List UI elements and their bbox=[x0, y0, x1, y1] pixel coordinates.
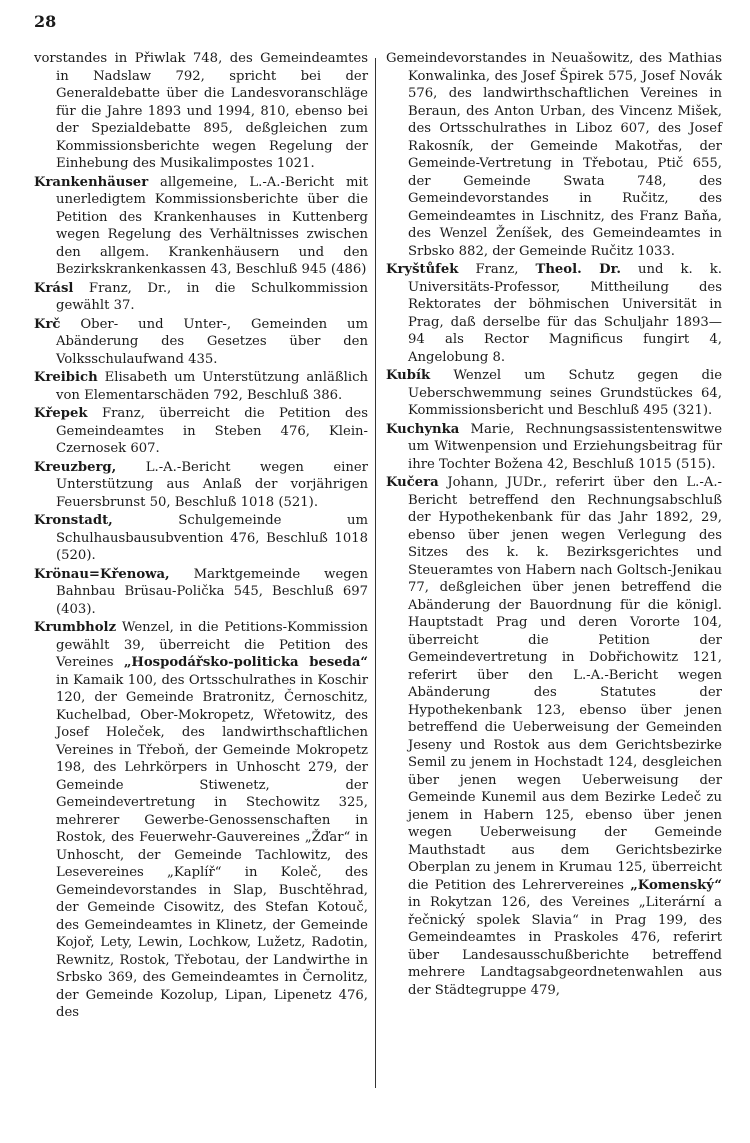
entry-text: Wenzel, in die Petitions-Kommission gewählt 39, überreicht die Petition des Vereines bbox=[56, 620, 368, 670]
column-divider bbox=[375, 58, 376, 1088]
entry-text: L.-A.-Bericht wegen einer Unterstützung aus Anlaß der vorjährigen Feuersbrunst 50, Beschluß 1018 (521). bbox=[56, 459, 368, 510]
entry-heading: Kreibich bbox=[34, 370, 98, 385]
entry-heading: Krč bbox=[34, 316, 61, 332]
entry-text-continued: und k. k. Universitäts-Professor, Mittheilung des Rektorates der böhmischen Universität in Prag, daß derselbe für das Schuljahr 1893—94 als Rector Magnificus fungirt 4, Angelobung 8. bbox=[408, 262, 722, 365]
entry-text: Schulgemeinde um Schulhausbausubvention 476, Beschluß 1018 (520). bbox=[56, 513, 368, 563]
entry-heading: Kryštůfek bbox=[386, 262, 459, 277]
index-entry bbox=[386, 367, 722, 420]
entry-heading: Krankenhäuser bbox=[34, 174, 149, 190]
entry-text: Johann, JUDr., referirt über den L.-A.-Bericht betreffend den Rechnungsabschluß der Hypothekenbank für das Jahr 1892, 29, ebenso über jenen wegen Verlegung des Sitzes des k. k. Bezirksgerichtes und Steueramtes von Habern nach Goltsch-Jenikau 77, deßgleichen über jenen betreffend die Abänderung der Bauordnung für die königl. Hauptstadt Prag und deren Vororte 104, überreicht die Petition der Gemeindevertretung in Dobřichowitz 121, referirt über den L.-A.-Bericht wegen Abänderung des Statutes der Hypothekenbank 123, ebenso über jenen betreffend die Ueberweisung der Gemeinden Jeseny und Rostok aus dem Gerichtsbezirke Semil zu jenem in Hochstadt 124, desgleichen über jenen wegen Ueberweisung der Gemeinde Kunemil aus dem Bezirke Ledeč zu jenem in Habern 125, ebenso über jenen wegen Ueberweisung der Gemeinde Mauthstadt aus dem Gerichtsbezirke Oberplan zu jenem in Krumau 125, überreicht die Petition des Lehrervereines bbox=[408, 475, 722, 893]
entry-text: vorstandes in Přiwlak 748, des Gemeindeamtes in Nadslaw 792, spricht bei der Generaldebatte über die Landesvoranschläge für die Jahre 1893 und 1994, 810, ebenso bei der Spezialdebatte 895, deßgleichen zum Kommissionsberichte wegen Regelung der Einhebung des Musikalimpostes 1021. bbox=[34, 51, 368, 171]
entry-text: Marie, Rechnungsassistentenswitwe um Witwenpension und Erziehungsbeitrag für ihre Tochter Božena 42, Beschluß 1015 (515). bbox=[408, 421, 722, 472]
entry-text-continued: in Kamaik 100, des Ortsschulrathes in Koschir 120, der Gemeinde Bratronitz, Černoschitz, Kuchelbad, Ober-Mokropetz, Wřetowitz, des Josef Holeček, des landwirthschaftlichen Vereines in Třeboň, der Gemeinde Mokropetz 198, des Lehrkörpers in Unhoscht 279, der Gemeinde Stiwenetz, der Gemeindevertretung in Stechowitz 325, mehrerer Gewerbe-Genossenschaften in Rostok, des Feuerwehr-Gauvereines „Žďar“ in Unhoscht, der Gemeinde Tachlowitz, des Lesevereines „Kaplíř“ in Koleč, des Gemeindevorstandes in Slap, Buschtěhrad, der Gemeinde Cisowitz, des Stefan Kotouč, des Gemeindeamtes in Klinetz, der Gemeinde Kojoř, Lety, Lewin, Lochkow, Lužetz, Radotin, Rewnitz, Rostok, Třebotau, der Landwirthe in Srbsko 369, des Gemeindeamtes in Černolitz, der Gemeinde Kozolup, Lipan, Lipenetz 476, des bbox=[56, 672, 368, 1020]
entry-heading: Křepek bbox=[34, 406, 88, 421]
right-column bbox=[386, 50, 722, 1000]
entry-heading: Krönau=Křenowa, bbox=[34, 566, 170, 582]
entry-text: Franz, überreicht die Petition des Gemeindeamtes in Steben 476, Klein-Czernosek 607. bbox=[56, 406, 368, 456]
entry-heading: Krumbholz bbox=[34, 620, 117, 635]
index-entry bbox=[34, 512, 368, 565]
entry-bold-text: „Hospodářsko-politicka beseda“ bbox=[123, 655, 368, 670]
entry-text: Wenzel um Schutz gegen die Ueberschwemmung seines Grundstückes 64, Kommissionsbericht und Beschluß 495 (321). bbox=[408, 368, 722, 418]
index-entry bbox=[34, 405, 368, 458]
page-number: 28 bbox=[34, 12, 57, 31]
index-entry bbox=[34, 459, 368, 512]
entry-text: Marktgemeinde wegen Bahnbau Brüsau-Polička 545, Beschluß 697 (403). bbox=[56, 566, 368, 617]
entry-text-continued: in Rokytzan 126, des Vereines „Literární a řečnický spolek Slavia“ in Prag 199, des Gemeindeamtes in Praskoles 476, referirt über Landesausschußberichte betreffend mehrere Landtagsabgeordnetenwahlen aus der Städtegruppe 479, bbox=[408, 895, 722, 998]
entry-heading: Kučera bbox=[386, 475, 439, 490]
entry-heading: Kronstadt, bbox=[34, 513, 113, 528]
index-entry bbox=[386, 421, 722, 474]
index-entry bbox=[34, 566, 368, 619]
index-entry bbox=[386, 50, 722, 260]
index-entry bbox=[34, 369, 368, 404]
entry-heading: Kuchynka bbox=[386, 421, 460, 437]
index-entry bbox=[34, 316, 368, 369]
entry-bold-text: „Komenský“ bbox=[630, 877, 722, 893]
entry-heading: Kubík bbox=[386, 368, 431, 383]
index-entry bbox=[34, 619, 368, 1022]
index-entry bbox=[34, 50, 368, 173]
left-column bbox=[34, 50, 368, 1023]
entry-text: Franz, bbox=[458, 262, 536, 277]
entry-text: Franz, Dr., in die Schulkommission gewählt 37. bbox=[56, 280, 368, 313]
index-entry bbox=[34, 280, 368, 315]
entry-text: allgemeine, L.-A.-Bericht mit unerledigtem Kommissionsberichte über die Petition des Krankenhauses in Kuttenberg wegen Regelung des Verhältnisses zwischen den allgem. Krankenhäusern und den Bezirkskrankenkassen 43, Beschluß 945 (486) bbox=[56, 174, 368, 277]
entry-heading: Kreuzberg, bbox=[34, 459, 117, 475]
index-entry bbox=[386, 261, 722, 366]
entry-heading: Krásl bbox=[34, 280, 74, 296]
entry-text: Ober- und Unter-, Gemeinden um Abänderung des Gesetzes über den Volksschulaufwand 435. bbox=[56, 316, 368, 367]
entry-bold-text: Theol. Dr. bbox=[535, 262, 621, 277]
index-entry bbox=[34, 174, 368, 279]
entry-text: Elisabeth um Unterstützung anläßlich von Elementarschäden 792, Beschluß 386. bbox=[56, 370, 368, 403]
index-entry bbox=[386, 474, 722, 999]
entry-text: Gemeindevorstandes in Neuašowitz, des Mathias Konwalinka, des Josef Špirek 575, Josef Novák 576, des landwirthschaftlichen Vereines in Beraun, des Anton Urban, des Vincenz Mišek, des Ortsschulrathes in Liboz 607, des Josef Rakosník, der Gemeinde Makotřas, der Gemeinde-Vertretung in Třebotau, Ptič 655, der Gemeinde Swata 748, des Gemeindevorstandes in Ručitz, des Gemeindeamtes in Lischnitz, des Franz Baňa, des Wenzel Ženíšek, des Gemeindeamtes in Srbsko 882, der Gemeinde Ručitz 1033. bbox=[386, 51, 722, 259]
